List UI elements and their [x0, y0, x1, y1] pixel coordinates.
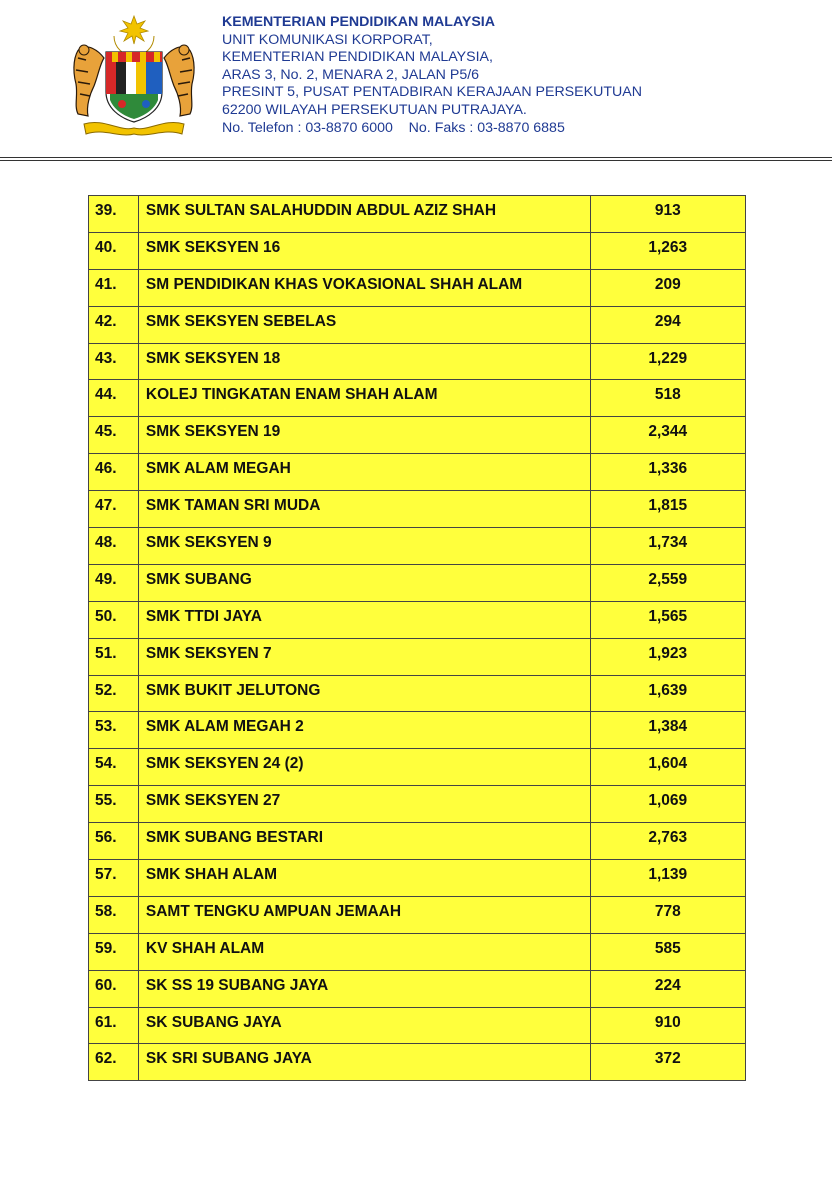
table-row — [89, 380, 746, 417]
row-number: 49. — [89, 564, 139, 601]
table-row — [89, 601, 746, 638]
row-number: 51. — [89, 638, 139, 675]
student-count: 1,384 — [590, 712, 745, 749]
table-row — [89, 712, 746, 749]
contact-line: No. Telefon : 03-8870 6000 No. Faks : 03-8870 6885 — [222, 119, 565, 136]
school-name: SMK SEKSYEN SEBELAS — [138, 306, 590, 343]
table-row — [89, 970, 746, 1007]
table-row — [89, 786, 746, 823]
student-count: 224 — [590, 970, 745, 1007]
letterhead-address — [222, 14, 822, 137]
row-number: 44. — [89, 380, 139, 417]
row-number: 59. — [89, 933, 139, 970]
student-count: 1,604 — [590, 749, 745, 786]
school-name: SMK SEKSYEN 19 — [138, 417, 590, 454]
table-row — [89, 417, 746, 454]
school-name: SMK SUBANG BESTARI — [138, 823, 590, 860]
table-row — [89, 269, 746, 306]
school-name: SMK SULTAN SALAHUDDIN ABDUL AZIZ SHAH — [138, 196, 590, 233]
student-count: 1,815 — [590, 491, 745, 528]
school-name: SK SRI SUBANG JAYA — [138, 1044, 590, 1081]
address-line: PRESINT 5, PUSAT PENTADBIRAN KERAJAAN PERSEKUTUAN — [222, 84, 642, 101]
table-row — [89, 638, 746, 675]
student-count: 1,069 — [590, 786, 745, 823]
school-name: SMK SHAH ALAM — [138, 860, 590, 897]
address-line: UNIT KOMUNIKASI KORPORAT, — [222, 31, 433, 48]
organization-name: KEMENTERIAN PENDIDIKAN MALAYSIA — [222, 14, 495, 30]
row-number: 53. — [89, 712, 139, 749]
student-count: 294 — [590, 306, 745, 343]
student-count: 2,344 — [590, 417, 745, 454]
school-name: SMK SUBANG — [138, 564, 590, 601]
student-count: 1,336 — [590, 454, 745, 491]
table-row — [89, 896, 746, 933]
row-number: 54. — [89, 749, 139, 786]
school-name: SMK SEKSYEN 24 (2) — [138, 749, 590, 786]
row-number: 42. — [89, 306, 139, 343]
table-row — [89, 675, 746, 712]
school-name: SMK SEKSYEN 9 — [138, 528, 590, 565]
student-count: 1,263 — [590, 232, 745, 269]
student-count: 1,639 — [590, 675, 745, 712]
table-row — [89, 749, 746, 786]
student-count: 1,734 — [590, 528, 745, 565]
school-name: SK SUBANG JAYA — [138, 1007, 590, 1044]
student-count: 1,923 — [590, 638, 745, 675]
table-row — [89, 491, 746, 528]
malaysia-coat-of-arms-icon — [64, 14, 204, 140]
table-row — [89, 528, 746, 565]
row-number: 47. — [89, 491, 139, 528]
table-row — [89, 860, 746, 897]
student-count: 209 — [590, 269, 745, 306]
student-count: 2,763 — [590, 823, 745, 860]
table-row — [89, 306, 746, 343]
student-count: 1,229 — [590, 343, 745, 380]
table-row — [89, 232, 746, 269]
school-name: SMK SEKSYEN 27 — [138, 786, 590, 823]
school-name: SMK BUKIT JELUTONG — [138, 675, 590, 712]
table-row — [89, 196, 746, 233]
row-number: 45. — [89, 417, 139, 454]
school-enrolment-table — [88, 195, 746, 1081]
row-number: 52. — [89, 675, 139, 712]
row-number: 46. — [89, 454, 139, 491]
school-name: KV SHAH ALAM — [138, 933, 590, 970]
school-name: SAMT TENGKU AMPUAN JEMAAH — [138, 896, 590, 933]
table-row — [89, 1007, 746, 1044]
table-row — [89, 343, 746, 380]
student-count: 585 — [590, 933, 745, 970]
header-divider — [0, 157, 832, 158]
student-count: 372 — [590, 1044, 745, 1081]
school-name: SK SS 19 SUBANG JAYA — [138, 970, 590, 1007]
school-name: SMK SEKSYEN 7 — [138, 638, 590, 675]
student-count: 1,565 — [590, 601, 745, 638]
row-number: 50. — [89, 601, 139, 638]
student-count: 913 — [590, 196, 745, 233]
school-name: SMK SEKSYEN 18 — [138, 343, 590, 380]
student-count: 778 — [590, 896, 745, 933]
row-number: 43. — [89, 343, 139, 380]
header-divider — [0, 160, 832, 161]
student-count: 2,559 — [590, 564, 745, 601]
row-number: 62. — [89, 1044, 139, 1081]
row-number: 60. — [89, 970, 139, 1007]
school-name: SMK TTDI JAYA — [138, 601, 590, 638]
letterhead — [0, 0, 832, 160]
table-row — [89, 823, 746, 860]
table-row — [89, 933, 746, 970]
table-row — [89, 564, 746, 601]
row-number: 48. — [89, 528, 139, 565]
school-name: SM PENDIDIKAN KHAS VOKASIONAL SHAH ALAM — [138, 269, 590, 306]
school-name: KOLEJ TINGKATAN ENAM SHAH ALAM — [138, 380, 590, 417]
school-name: SMK ALAM MEGAH 2 — [138, 712, 590, 749]
student-count: 518 — [590, 380, 745, 417]
row-number: 39. — [89, 196, 139, 233]
row-number: 61. — [89, 1007, 139, 1044]
row-number: 41. — [89, 269, 139, 306]
school-name: SMK TAMAN SRI MUDA — [138, 491, 590, 528]
table-row — [89, 1044, 746, 1081]
table-row — [89, 454, 746, 491]
row-number: 58. — [89, 896, 139, 933]
row-number: 56. — [89, 823, 139, 860]
student-count: 910 — [590, 1007, 745, 1044]
address-line: KEMENTERIAN PENDIDIKAN MALAYSIA, — [222, 49, 493, 66]
row-number: 40. — [89, 232, 139, 269]
address-line: ARAS 3, No. 2, MENARA 2, JALAN P5/6 — [222, 66, 480, 83]
row-number: 55. — [89, 786, 139, 823]
school-name: SMK ALAM MEGAH — [138, 454, 590, 491]
school-name: SMK SEKSYEN 16 — [138, 232, 590, 269]
row-number: 57. — [89, 860, 139, 897]
student-count: 1,139 — [590, 860, 745, 897]
address-line: 62200 WILAYAH PERSEKUTUAN PUTRAJAYA. — [222, 101, 527, 118]
